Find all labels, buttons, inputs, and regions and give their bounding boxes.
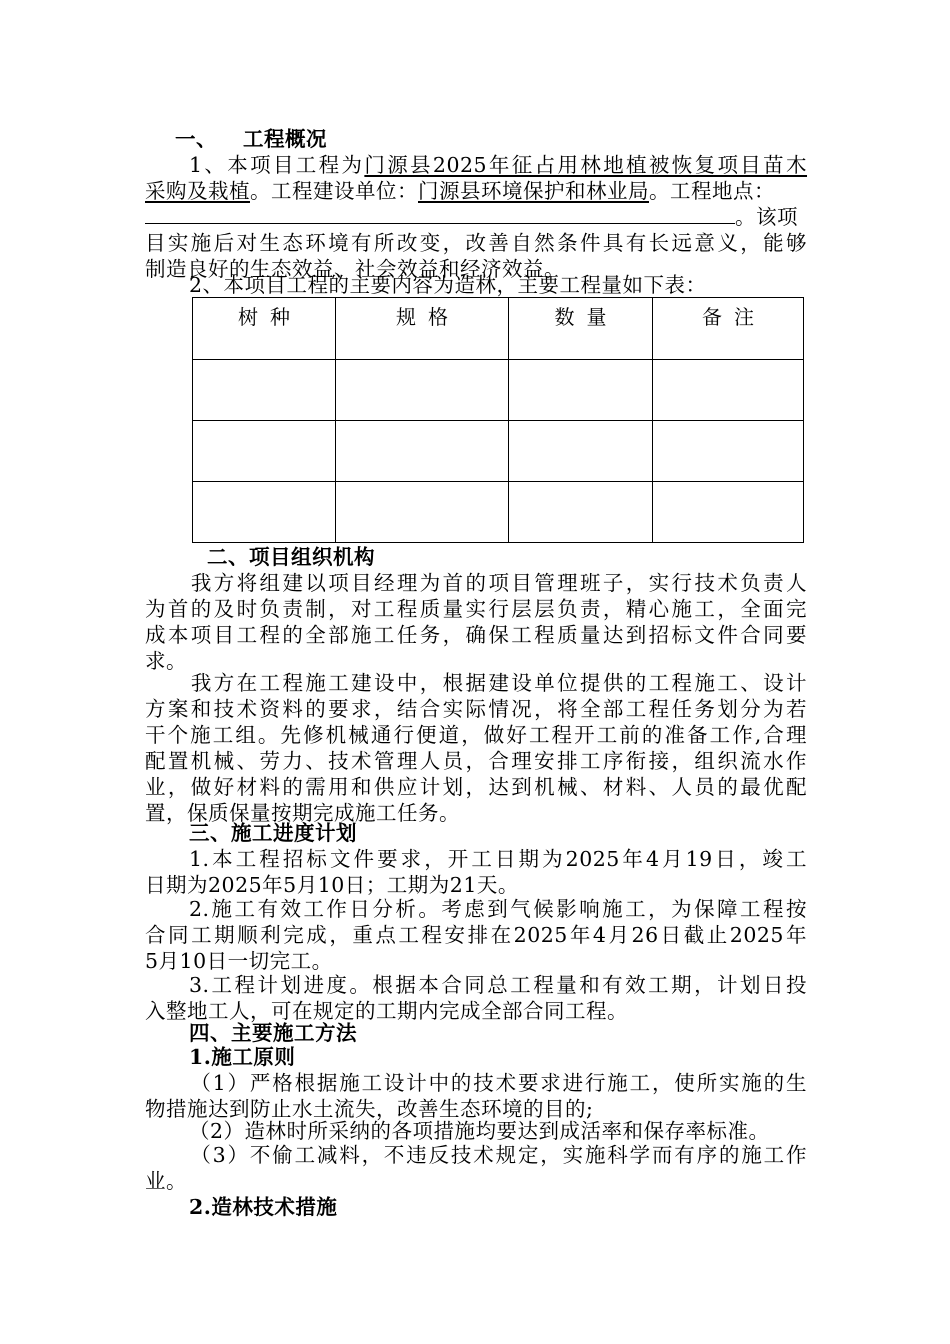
table-cell: [193, 421, 336, 482]
table-row: [193, 360, 804, 421]
principle-line: 物措施达到防止水土流失，改善生态环境的目的;: [145, 1097, 594, 1121]
principle-line: （2）造林时所采纳的各项措施均要达到成活率和保存率标准。: [189, 1119, 770, 1143]
section-1-title: 一、 工程概况: [175, 127, 327, 151]
section-3-p3-line: 3.工程计划进度。根据本合同总工程量和有效工期，计划日投: [189, 973, 807, 997]
section-2-p1-line: 我方将组建以项目经理为首的项目管理班子，实行技术负责人: [189, 571, 807, 595]
principle-line: （3）不偷工减料，不违反技术规定，实施科学而有序的施工作: [189, 1143, 807, 1167]
section-1-p1-line3: 目实施后对生态环境有所改变，改善自然条件具有长远意义，能够: [145, 231, 807, 255]
section-1-p2: 2、本项目工程的主要内容为造林，主要工程量如下表：: [189, 273, 707, 297]
header-spec: 规格: [336, 298, 509, 360]
table-cell: [509, 360, 653, 421]
table-row: [193, 482, 804, 543]
table-cell: [509, 482, 653, 543]
section-2-p1-line: 求。: [145, 649, 187, 673]
construction-unit: 门源县环境保护和林业局: [418, 179, 649, 203]
subsection-1-title: 1.施工原则: [189, 1045, 296, 1069]
section-3-p2-line: 合同工期顺利完成，重点工程安排在2025年4月26日截止2025年: [145, 923, 807, 947]
section-2-p2-line: 配置机械、劳力、技术管理人员，合理安排工序衔接，组织流水作: [145, 749, 807, 773]
section-1-p1-line2: 采购及栽植。工程建设单位：门源县环境保护和林业局。工程地点：: [145, 179, 775, 203]
section-3-p3-line: 入整地工人，可在规定的工期内完成全部合同工程。: [145, 999, 628, 1023]
table-cell: [193, 360, 336, 421]
table-cell: [193, 482, 336, 543]
section-1-p1-line2b: 。该项: [145, 204, 807, 230]
table-cell: [336, 421, 509, 482]
section-2-p2-line: 我方在工程施工建设中，根据建设单位提供的工程施工、设计: [189, 671, 807, 695]
section-3-p2-line: 5月10日一切完工。: [145, 949, 333, 973]
section-2-p1-line: 为首的及时负责制，对工程质量实行层层负责，精心施工，全面完: [145, 597, 807, 621]
principle-line: （1）严格根据施工设计中的技术要求进行施工，使所实施的生: [189, 1071, 807, 1095]
section-2-p2-line: 干个施工组。先修机械通行便道，做好工程开工前的准备工作,合理: [145, 723, 807, 747]
site-blank: [145, 204, 735, 224]
table-row: [193, 421, 804, 482]
header-tree-species: 树种: [193, 298, 336, 360]
section-2-title: 二、项目组织机构: [207, 545, 375, 569]
table-cell: [653, 421, 804, 482]
project-name-cont: 采购及栽植: [145, 179, 250, 203]
table-cell: [336, 360, 509, 421]
project-name: 门源县2025年征占用林地植被恢复项目苗木: [364, 153, 808, 177]
section-1-p1-line1: 1、本项目工程为门源县2025年征占用林地植被恢复项目苗木: [189, 153, 808, 177]
table-cell: [336, 482, 509, 543]
header-remarks: 备注: [653, 298, 804, 360]
table-cell: [653, 482, 804, 543]
section-3-p1-line: 1.本工程招标文件要求，开工日期为2025年4月19日，竣工: [189, 847, 807, 871]
section-3-p2-line: 2.施工有效工作日分析。考虑到气候影响施工，为保障工程按: [189, 897, 807, 921]
section-2-p2-line: 置，保质保量按期完成施工任务。: [145, 801, 460, 825]
subsection-2-title: 2.造林技术措施: [189, 1195, 338, 1219]
section-4-title: 四、主要施工方法: [189, 1021, 357, 1045]
section-3-title: 三、施工进度计划: [189, 821, 357, 845]
section-2-p2-line: 方案和技术资料的要求，结合实际情况，将全部工程任务划分为若: [145, 697, 807, 721]
table-cell: [509, 421, 653, 482]
section-1-p1-line4: 制造良好的生态效益、社会效益和经济效益。: [145, 257, 565, 281]
works-table: [192, 297, 804, 543]
section-2-p2-line: 业，做好材料的需用和供应计划，达到机械、材料、人员的最优配: [145, 775, 807, 799]
section-3-p1-line: 日期为2025年5月10日；工期为21天。: [145, 873, 519, 897]
table-header-row: [193, 298, 804, 360]
header-quantity: 数量: [509, 298, 653, 360]
table-cell: [653, 360, 804, 421]
section-2-p1-line: 成本项目工程的全部施工任务，确保工程质量达到招标文件合同要: [145, 623, 807, 647]
principle-line: 业。: [145, 1169, 187, 1193]
